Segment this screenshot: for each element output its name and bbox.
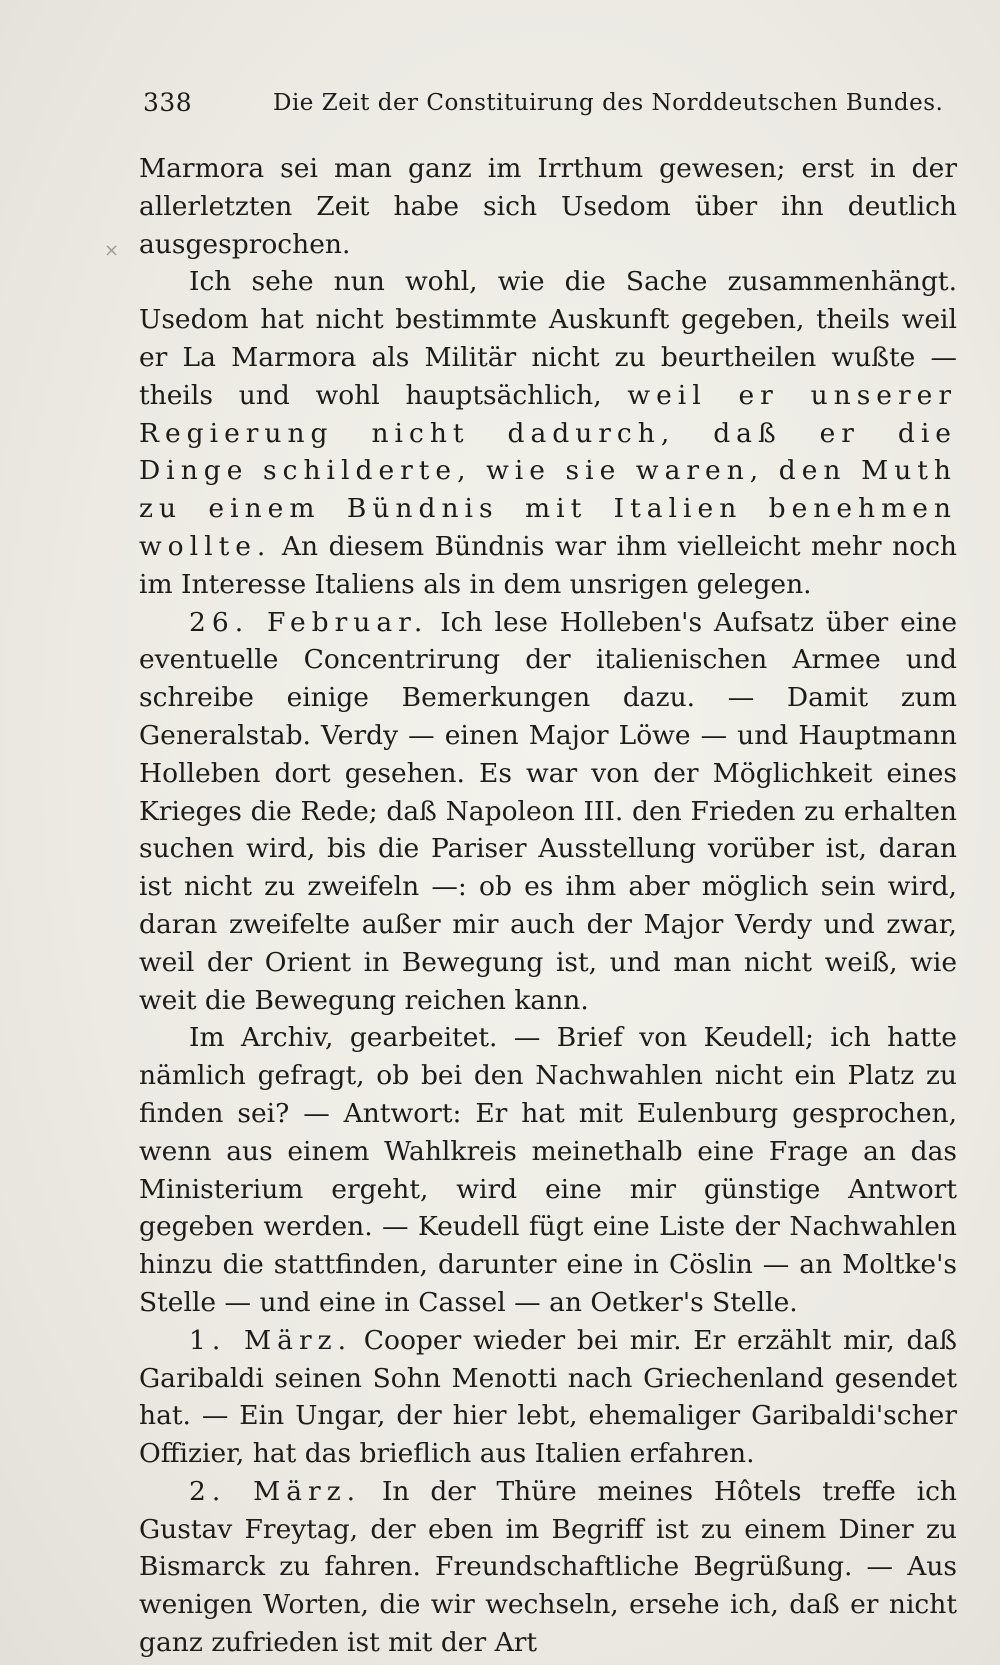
entry-date: 2. März. bbox=[189, 1475, 362, 1507]
diary-entry bbox=[139, 1473, 957, 1662]
paragraph bbox=[139, 1019, 957, 1321]
paragraph-text: Ich lese Holleben's Aufsatz über eine eventuelle Concentrirung der italienischen Armee und schreibe einige Bemerkungen dazu. — Damit zum Generalstab. Verdy — einen Major Löwe — und Hauptmann Holleben dort gesehen. Es war von der Möglichkeit eines Krieges die Rede; daß Napoleon III. den Frieden zu erhalten suchen wird, bis die Pariser Ausstellung vorüber ist, daran ist nicht zu zweifeln —: ob es ihm aber möglich sein wird, daran zweifelte außer mir auch der Major Verdy und zwar, weil der Orient in Bewegung ist, und man nicht weiß, wie weit die Bewegung reichen kann. bbox=[139, 606, 957, 1016]
page-body bbox=[139, 150, 957, 1662]
entry-date: 1. März. bbox=[189, 1324, 353, 1356]
paragraph-text: Marmora sei man ganz im Irrthum gewesen; erst in der allerletzten Zeit habe sich Usedom über ihn deutlich ausgesprochen. bbox=[139, 153, 957, 260]
paragraph-continued bbox=[139, 150, 957, 263]
page-number: 338 bbox=[143, 88, 193, 117]
paragraph-text: An diesem Bündnis war ihm vielleicht mehr noch im Interesse Italiens als in dem unsrigen gelegen. bbox=[139, 530, 957, 600]
paragraph bbox=[139, 263, 957, 603]
paragraph-text: Im Archiv, gearbeitet. — Brief von Keudell; ich hatte nämlich gefragt, ob bei den Nachwahlen nicht ein Platz zu finden sei? — Antwort: Er hat mit Eulenburg gesprochen, wenn aus einem Wahlkreis meinethalb eine Frage an das Ministerium ergeht, wird eine mir günstige Antwort gegeben werden. — Keudell fügt eine Liste der Nachwahlen hinzu die stattfinden, darunter eine in Cöslin — an Moltke's Stelle — und eine in Cassel — an Oetker's Stelle. bbox=[139, 1022, 957, 1318]
running-title: Die Zeit der Constituirung des Norddeutschen Bundes. bbox=[273, 90, 944, 116]
paragraph-text: In der Thüre meines Hôtels treffe ich Gustav Freytag, der eben im Begriff ist zu einem Diner zu Bismarck zu fahren. Freundschaftliche Begrüßung. — Aus wenigen Worten, die wir wechseln, ersehe ich, daß er nicht ganz zufrieden ist mit der Art bbox=[139, 1475, 957, 1659]
emphasized-text: weil er unserer Regierung nicht dadurch, daß er die Dinge schilderte, wie sie waren, den Muth zu einem Bündnis mit Italien benehmen wollte. bbox=[139, 379, 958, 562]
paragraph-text: Cooper wieder bei mir. Er erzählt mir, daß Garibaldi seinen Sohn Menotti nach Griechenland gesendet hat. — Ein Ungar, der hier lebt, ehemaliger Garibaldi'scher Offizier, hat das brieflich aus Italien erfahren. bbox=[139, 1324, 957, 1470]
diary-entry bbox=[139, 1322, 957, 1473]
margin-mark: × bbox=[104, 240, 120, 261]
entry-date: 26. Februar. bbox=[189, 606, 429, 638]
diary-entry bbox=[139, 604, 957, 1020]
paragraph-text: Ich sehe nun wohl, wie die Sache zusammenhängt. Usedom hat nicht bestimmte Auskunft gegeben, theils weil er La Marmora als Militär nicht zu beurtheilen wußte — theils und wohl hauptsächlich, bbox=[139, 266, 957, 411]
